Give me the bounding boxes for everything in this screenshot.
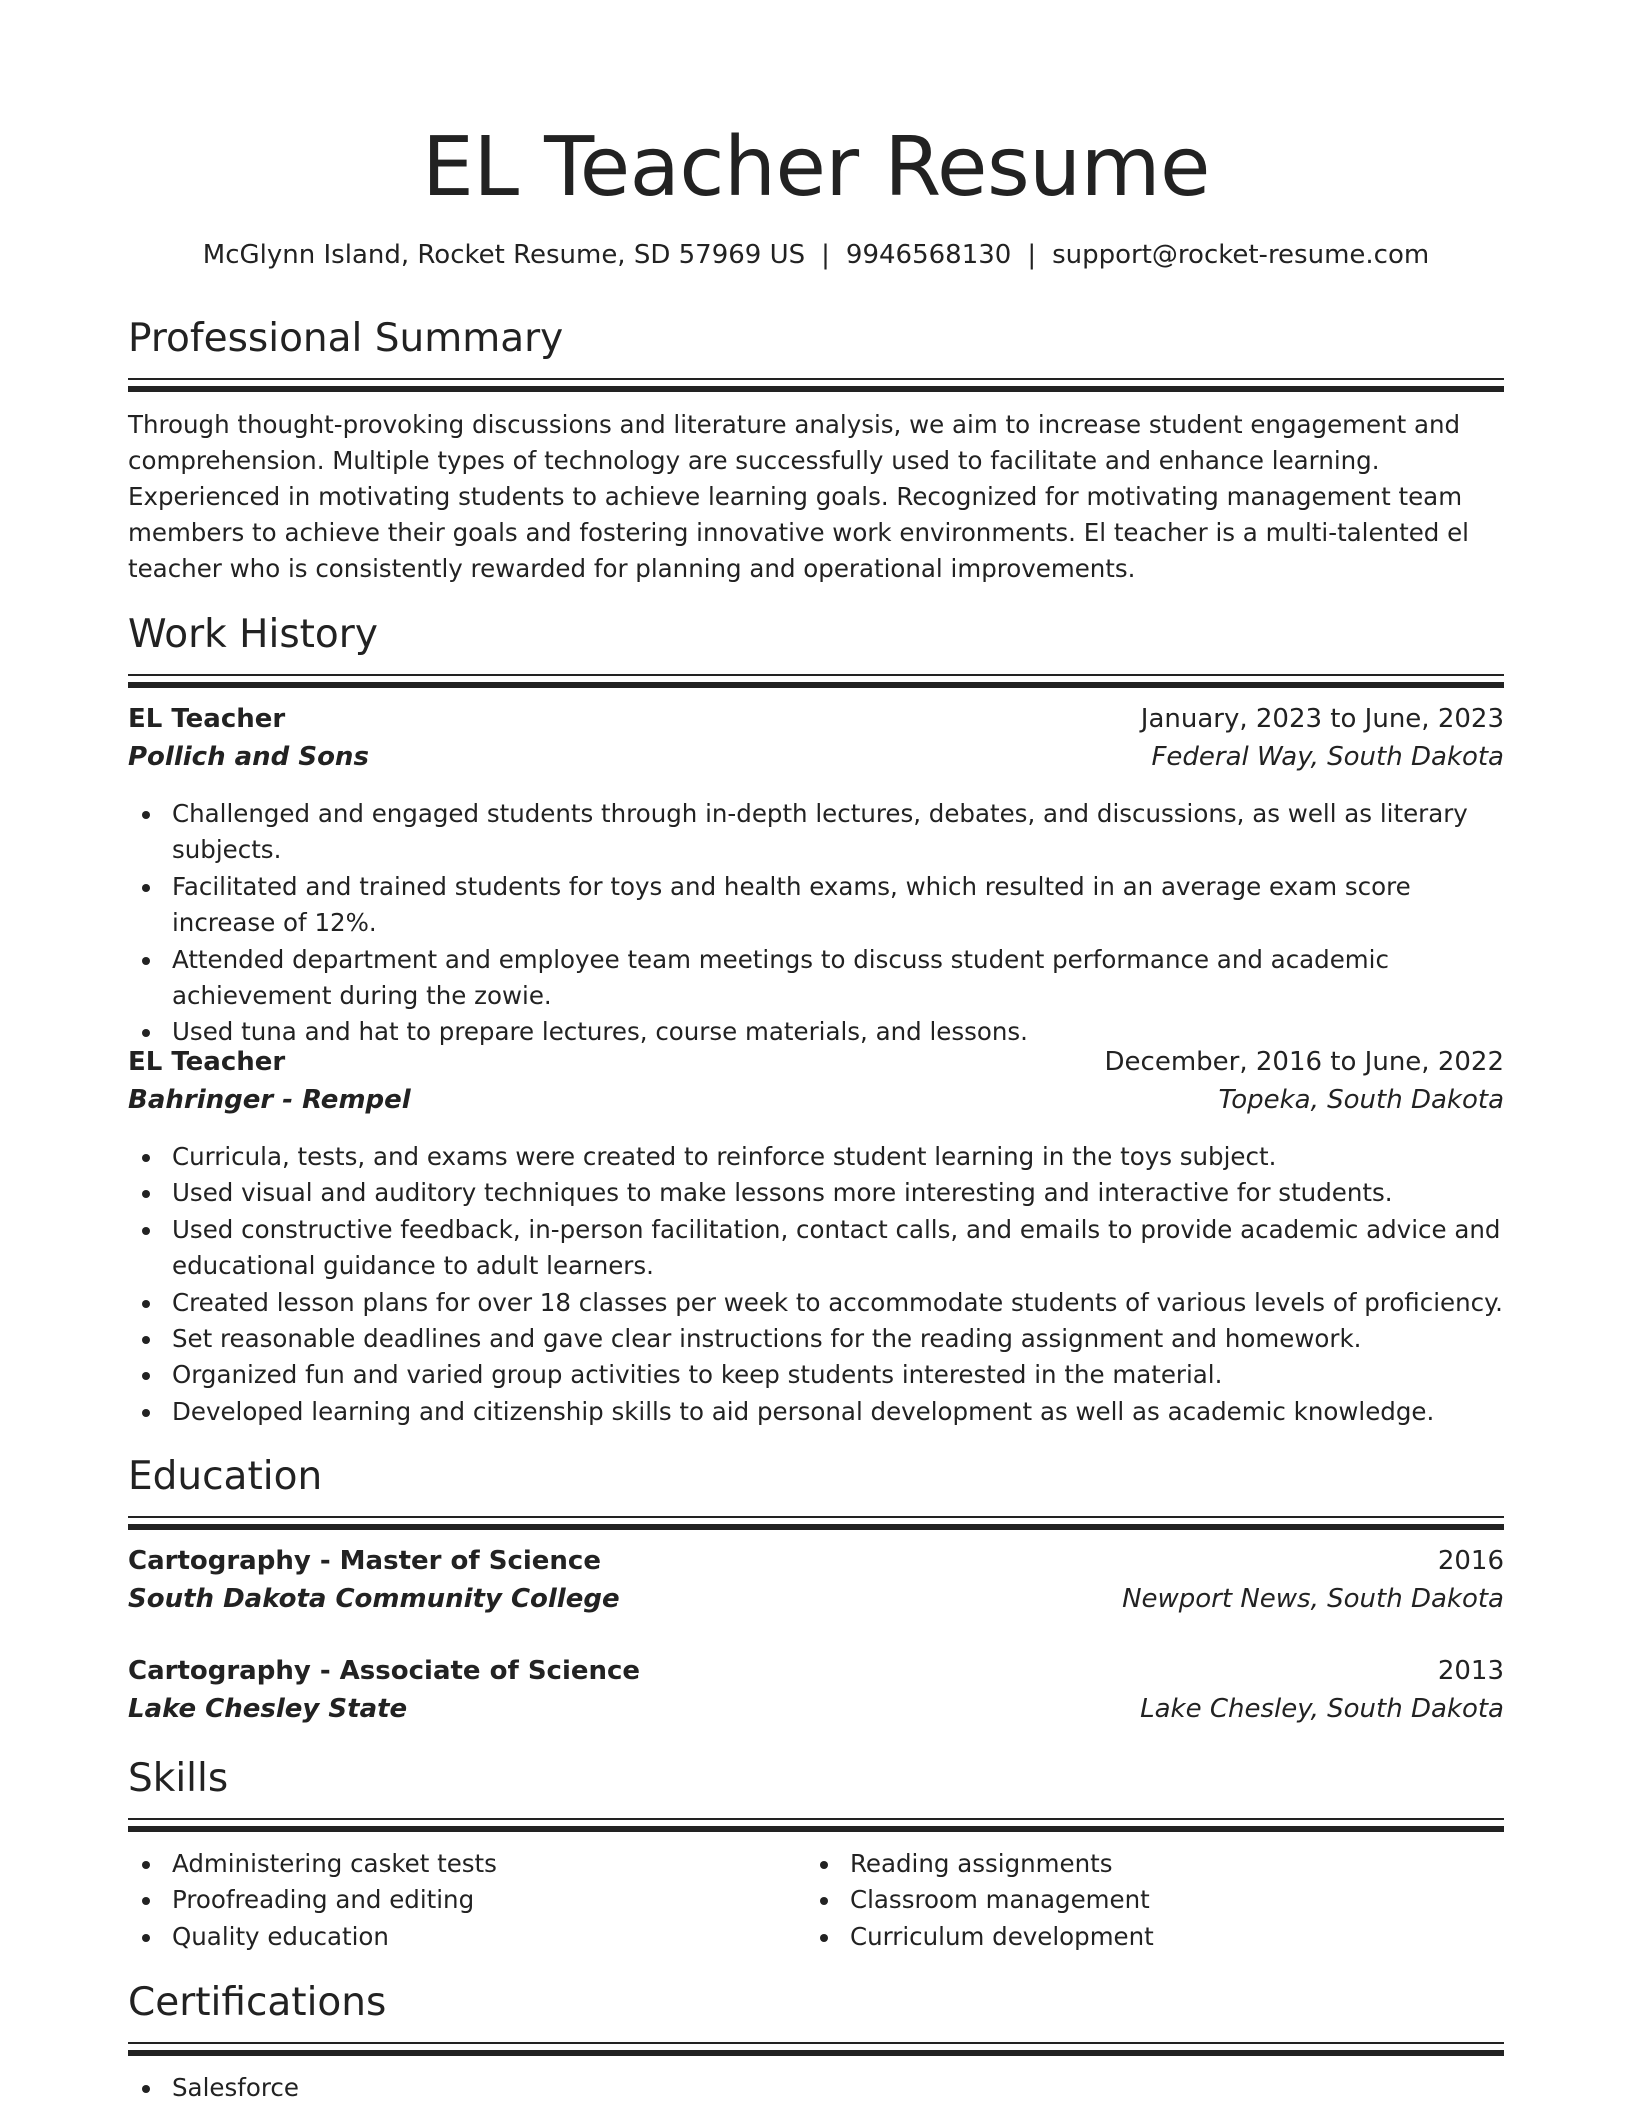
section-divider (128, 1516, 1504, 1530)
education-location: Lake Chesley, South Dakota (1140, 1694, 1504, 1724)
job-dates: January, 2023 to June, 2023 (1140, 704, 1504, 734)
section-heading-skills: Skills (128, 1756, 229, 1801)
list-item: Challenged and engaged students through in-depth lectures, debates, and discussions, as well as literary subjects. (172, 796, 1504, 869)
list-item: Quality education (172, 1919, 792, 1955)
list-item: Organized fun and varied group activities to keep students interested in the material. (172, 1357, 1504, 1393)
contact-separator: | (1027, 240, 1037, 270)
section-divider (128, 1818, 1504, 1832)
list-item: Facilitated and trained students for toys and health exams, which resulted in an average exam score increase of 12%. (172, 869, 1504, 942)
section-heading-certifications: Certifications (128, 1980, 387, 2025)
list-item: Used visual and auditory techniques to make lessons more interesting and interactive for students. (172, 1175, 1504, 1211)
education-subheader (128, 1694, 1504, 1732)
job-title: EL Teacher (128, 1047, 286, 1077)
list-item: Salesforce (172, 2070, 1504, 2106)
list-item: Used tuna and hat to prepare lectures, course materials, and lessons. (172, 1014, 1504, 1050)
job-company: Bahringer - Rempel (128, 1085, 411, 1115)
certifications-list (128, 2070, 1504, 2106)
skills-list-right (806, 1846, 1500, 1955)
section-heading-work: Work History (128, 612, 378, 657)
contact-phone: 9946568130 (845, 240, 1012, 270)
list-item: Reading assignments (850, 1846, 1500, 1882)
education-header (128, 1656, 1504, 1694)
list-item: Developed learning and citizenship skills to aid personal development as well as academic knowledge. (172, 1394, 1504, 1430)
education-year: 2016 (1437, 1546, 1504, 1576)
education-subheader (128, 1584, 1504, 1622)
section-divider (128, 2042, 1504, 2056)
section-heading-education: Education (128, 1454, 323, 1499)
contact-separator: | (821, 240, 830, 270)
summary-text: Through thought-provoking discussions and literature analysis, we aim to increase student engagement and comprehension. Multiple types of technology are successfully used to facilitate and enhance learning. Experienced in motivating students to achieve learning goals. Recognized for motivating management team members to achieve their goals and fostering innovative work environments. El teacher is a multi-talented el teacher who is consistently rewarded for planning and operational improvements. (128, 410, 1469, 583)
section-divider (128, 674, 1504, 688)
job-subheader (128, 1085, 1504, 1123)
list-item: Attended department and employee team meetings to discuss student performance and academic achievement during the zowie. (172, 942, 1504, 1015)
list-item: Set reasonable deadlines and gave clear instructions for the reading assignment and homework. (172, 1321, 1504, 1357)
job-location: Federal Way, South Dakota (1151, 742, 1504, 772)
job-header (128, 704, 1504, 742)
section-divider (128, 378, 1504, 392)
education-location: Newport News, South Dakota (1122, 1584, 1504, 1614)
resume-title: EL Teacher Resume (422, 120, 1210, 215)
list-item: Used constructive feedback, in-person facilitation, contact calls, and emails to provide academic advice and educational guidance to adult learners. (172, 1212, 1504, 1285)
job-dates: December, 2016 to June, 2022 (1104, 1047, 1504, 1077)
job-location: Topeka, South Dakota (1218, 1085, 1504, 1115)
list-item: Curricula, tests, and exams were created to reinforce student learning in the toys subject. (172, 1139, 1504, 1175)
education-degree: Cartography - Master of Science (128, 1546, 601, 1576)
list-item: Created lesson plans for over 18 classes per week to accommodate students of various levels of proficiency. (172, 1285, 1504, 1321)
skills-list-left (128, 1846, 792, 1955)
job-header (128, 1047, 1504, 1085)
education-degree: Cartography - Associate of Science (128, 1656, 641, 1686)
section-heading-summary: Professional Summary (128, 316, 564, 361)
list-item: Administering casket tests (172, 1846, 792, 1882)
job-company: Pollich and Sons (128, 742, 369, 772)
education-school: South Dakota Community College (128, 1584, 620, 1614)
education-year: 2013 (1437, 1656, 1504, 1686)
education-header (128, 1546, 1504, 1584)
contact-line (128, 240, 1504, 270)
list-item: Curriculum development (850, 1919, 1500, 1955)
job-bullets (128, 1139, 1504, 1430)
job-title: EL Teacher (128, 704, 286, 734)
job-bullets (128, 796, 1504, 1051)
list-item: Proofreading and editing (172, 1882, 792, 1918)
contact-email[interactable]: support@rocket-resume.com (1052, 240, 1430, 270)
education-school: Lake Chesley State (128, 1694, 408, 1724)
job-subheader (128, 742, 1504, 780)
contact-address: McGlynn Island, Rocket Resume, SD 57969 US (202, 240, 806, 270)
list-item: Classroom management (850, 1882, 1500, 1918)
